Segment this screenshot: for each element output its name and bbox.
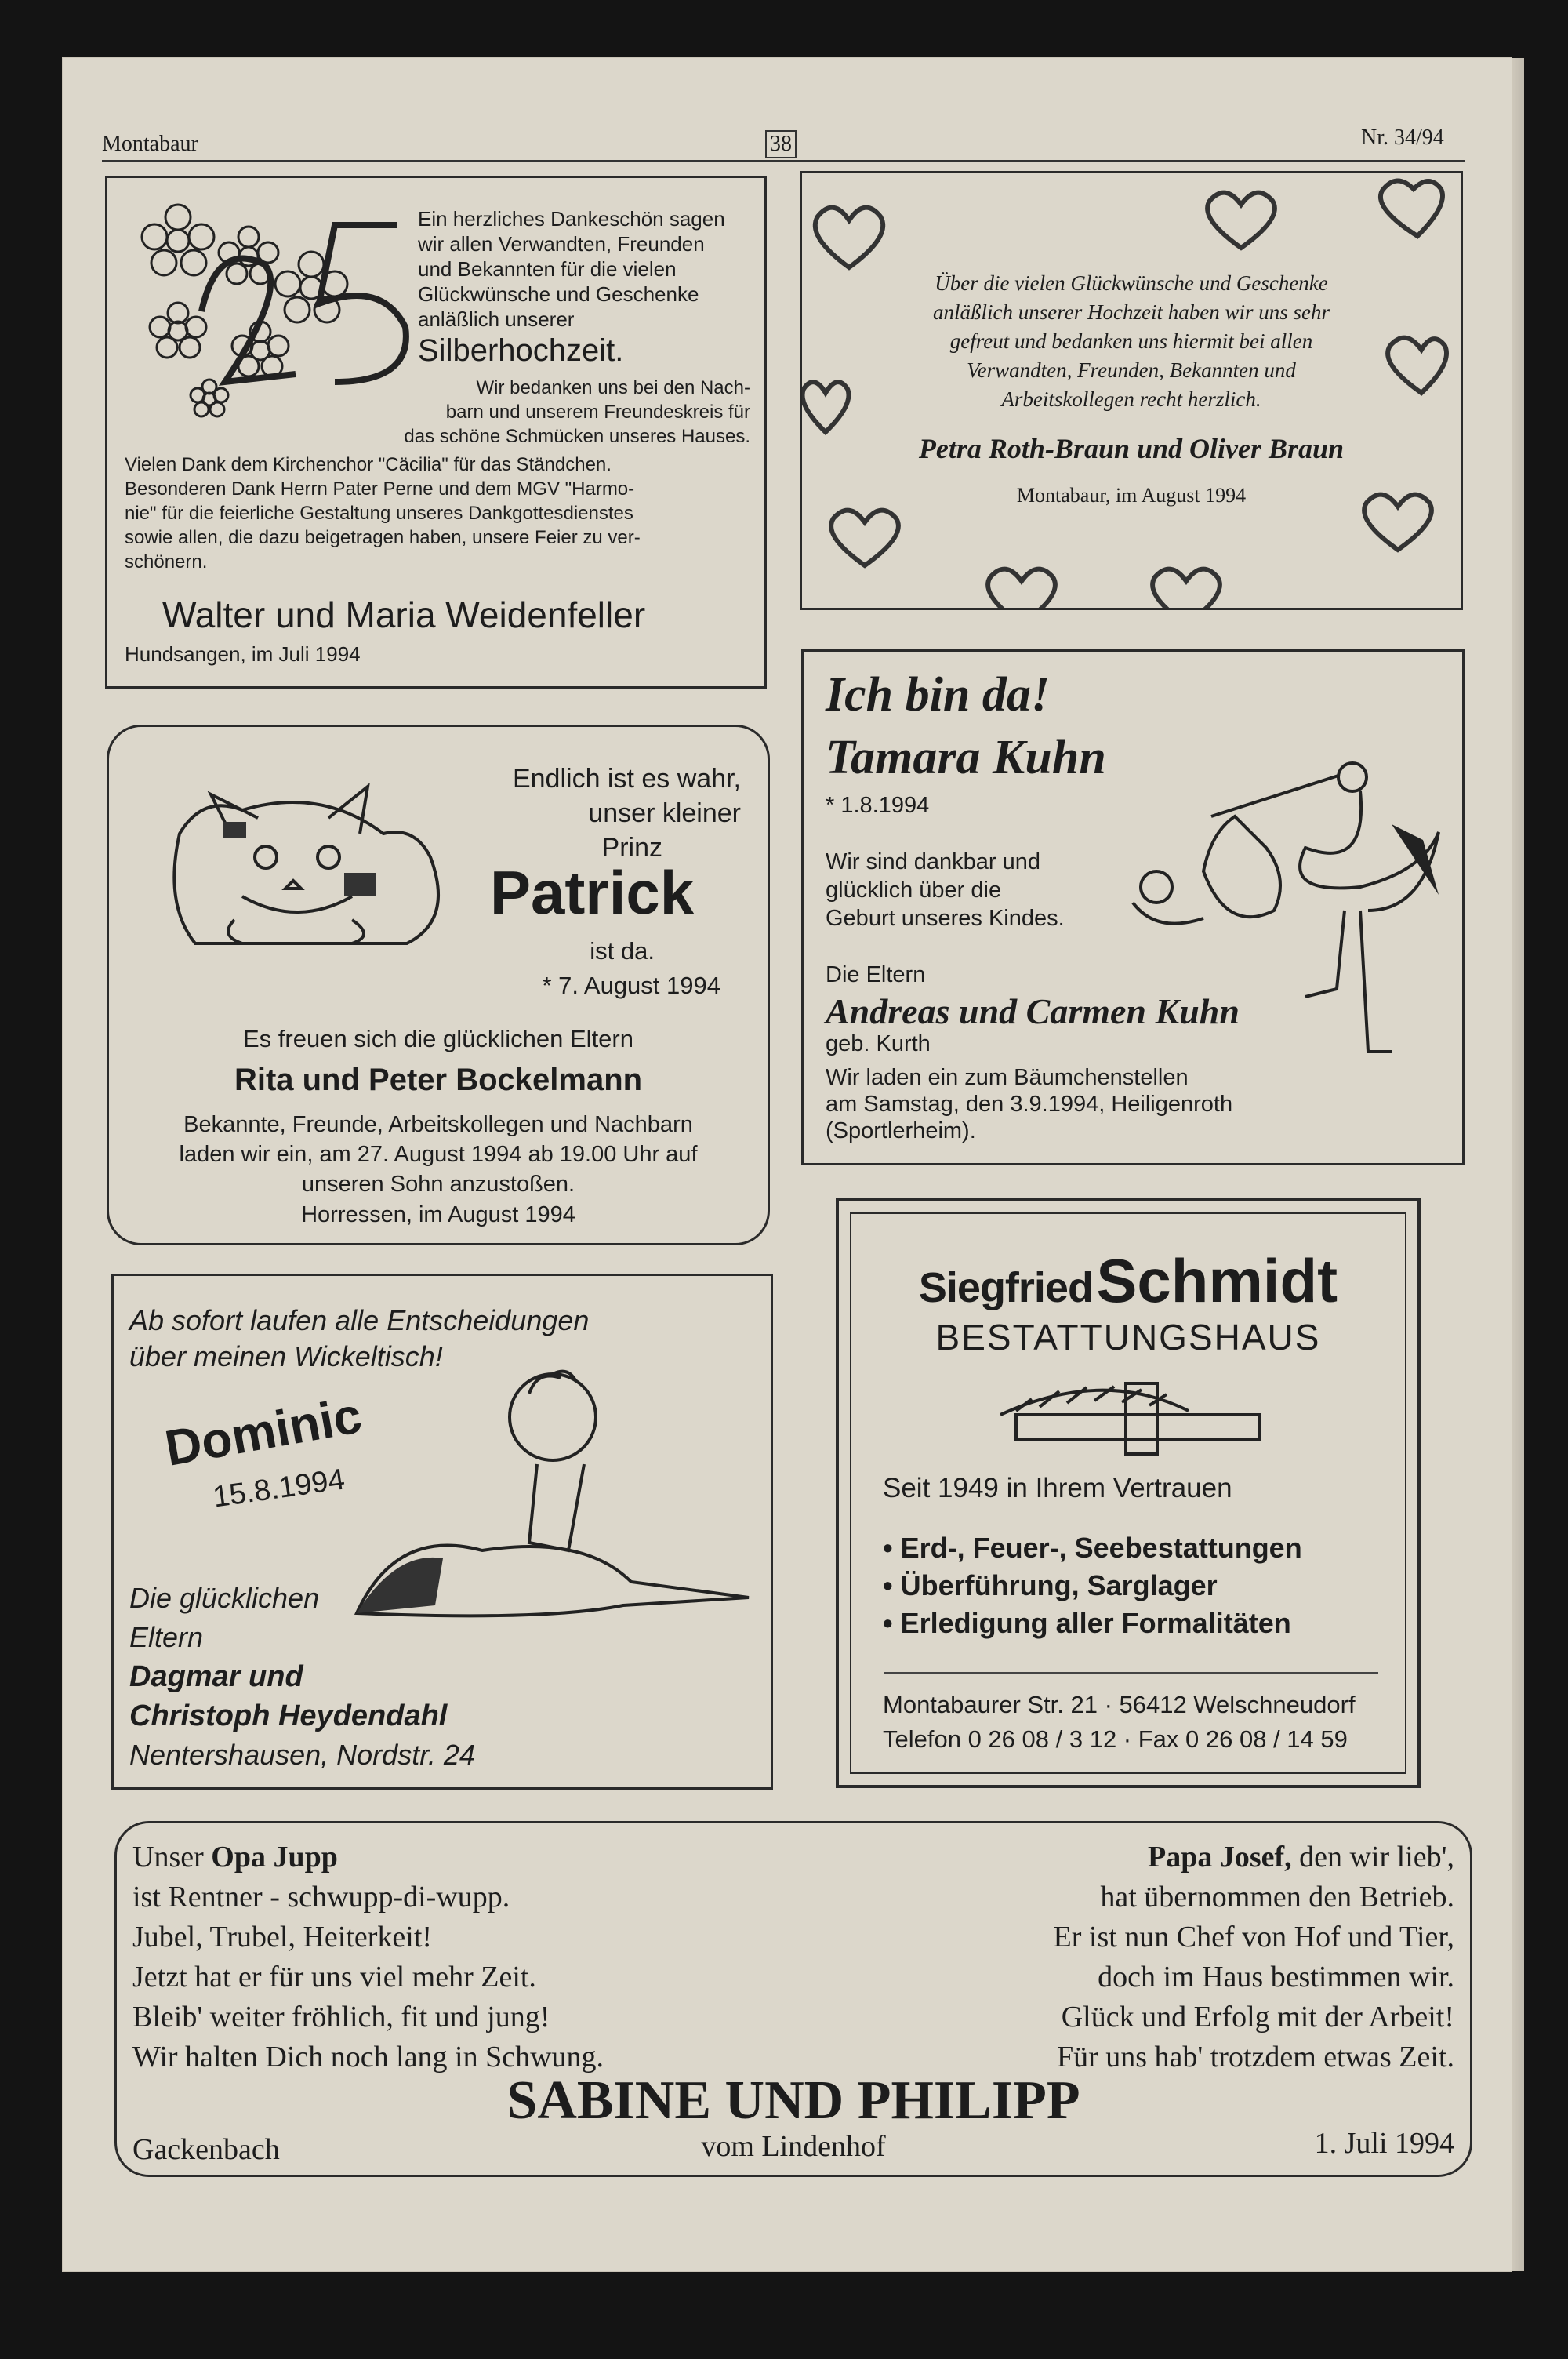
cross-palm-icon — [985, 1368, 1283, 1462]
ad-patrick — [107, 725, 770, 1245]
tamara-line: Geburt unseres Kindes. — [826, 906, 1065, 931]
papa-line: hat übernommen den Betrieb. — [1100, 1881, 1454, 1914]
patrick-parents: Rita und Peter Bockelmann — [234, 1063, 643, 1097]
ad-tamara — [801, 649, 1465, 1165]
papa-line: doch im Haus bestimmen wir. — [1098, 1961, 1454, 1994]
silver-line: anläßlich unserer — [418, 307, 575, 331]
patrick-line: Endlich ist es wahr, — [512, 764, 741, 794]
schmidt-business: BESTATTUNGSHAUS — [935, 1317, 1321, 1358]
opa-line: Jetzt hat er für uns viel mehr Zeit. — [132, 1961, 536, 1994]
issue-number: Nr. 34/94 — [1361, 125, 1444, 150]
opa-date: 1. Juli 1994 — [1314, 2127, 1454, 2160]
silver-line: nie" für die feierliche Gestaltung unseres Dankgottesdienstes — [125, 503, 633, 524]
silver-line: und Bekannten für die vielen — [418, 257, 677, 281]
header-town: Montabaur — [102, 132, 198, 156]
wedding-line: gefreut und bedanken uns hiermit bei allen — [949, 329, 1313, 353]
silver-line: schönern. — [125, 551, 208, 572]
silver-names: Walter und Maria Weidenfeller — [162, 594, 646, 635]
dominic-name: Dominic — [161, 1387, 366, 1477]
silver-line: sowie allen, die dazu beigetragen haben, unsere Feier zu ver- — [125, 527, 641, 548]
schmidt-divider — [884, 1672, 1378, 1674]
dominic-date: 15.8.1994 — [211, 1463, 347, 1514]
heart-icon — [831, 511, 898, 565]
ad-wedding-thanks — [800, 171, 1463, 610]
papa-line: Für uns hab' trotzdem etwas Zeit. — [1056, 2041, 1454, 2074]
silver-place: Hundsangen, im Juli 1994 — [125, 642, 361, 666]
heart-icon — [1152, 569, 1220, 608]
silver-line: Besonderen Dank Herrn Pater Perne und dem MGV "Harmo- — [125, 478, 635, 500]
wedding-names: Petra Roth-Braun und Oliver Braun — [918, 433, 1345, 464]
tamara-title2: Tamara Kuhn — [826, 731, 1106, 784]
papa-line: Glück und Erfolg mit der Arbeit! — [1061, 2001, 1454, 2034]
opa-line: Jubel, Trubel, Heiterkeit! — [132, 1921, 433, 1954]
ad-opa-jupp — [114, 1821, 1472, 2177]
heart-icon — [803, 382, 849, 432]
tamara-invite: (Sportlerheim). — [826, 1118, 976, 1143]
wedding-line: Verwandten, Freunden, Bekannten und — [967, 358, 1296, 382]
wedding-line: Über die vielen Glückwünsche und Geschenke — [935, 271, 1328, 295]
dominic-label: Die glücklichen — [129, 1582, 320, 1614]
opa-first: Unser — [132, 1841, 204, 1874]
opa-name: Opa Jupp — [211, 1841, 338, 1874]
heart-icon — [988, 569, 1055, 608]
opa-place: Gackenbach — [132, 2133, 280, 2166]
stork-drawing — [1109, 754, 1454, 1067]
dominic-top: über meinen Wickeltisch! — [129, 1340, 443, 1372]
dominic-parents: Christoph Heydendahl — [129, 1699, 448, 1732]
schmidt-phone: Telefon 0 26 08 / 3 12 · Fax 0 26 08 / 14 59 — [883, 1725, 1348, 1753]
silver-line: Wir bedanken uns bei den Nach- — [476, 377, 750, 398]
silver-highlight: Silberhochzeit. — [418, 333, 624, 368]
patrick-date: * 7. August 1994 — [542, 972, 720, 999]
patrick-line: Prinz — [601, 833, 662, 863]
dominic-top: Ab sofort laufen alle Entscheidungen — [129, 1304, 590, 1336]
schmidt-since: Seit 1949 in Ihrem Vertrauen — [883, 1473, 1232, 1503]
schmidt-first: Siegfried — [918, 1264, 1093, 1311]
papa-first-rest: den wir lieb', — [1291, 1841, 1454, 1874]
tamara-parents-label: Die Eltern — [826, 962, 926, 987]
schmidt-service: • Erledigung aller Formalitäten — [883, 1607, 1291, 1639]
schmidt-service: • Überführung, Sarglager — [883, 1569, 1218, 1601]
tamara-line: Wir sind dankbar und — [826, 849, 1041, 874]
silver-line: Ein herzliches Dankeschön sagen — [418, 207, 725, 231]
patrick-name: Patrick — [490, 858, 695, 927]
heart-icon — [815, 208, 883, 267]
header-rule — [102, 160, 1465, 162]
heart-icon — [1381, 180, 1443, 236]
patrick-invite: unseren Sohn anzustoßen. — [301, 1172, 575, 1197]
dominic-address: Nentershausen, Nordstr. 24 — [129, 1739, 475, 1771]
patrick-sub: ist da. — [590, 937, 655, 965]
silver-line: wir allen Verwandten, Freunden — [418, 232, 705, 256]
ad-dominic — [111, 1274, 773, 1790]
opa-line: Bleib' weiter fröhlich, fit und jung! — [132, 2001, 550, 2034]
schmidt-last: Schmidt — [1096, 1246, 1338, 1315]
cat-drawing — [148, 779, 462, 959]
dominic-label: Eltern — [129, 1621, 204, 1653]
baby-stork-drawing — [349, 1347, 772, 1637]
silver-line: Vielen Dank dem Kirchenchor "Cäcilia" für das Ständchen. — [125, 454, 612, 475]
patrick-parents-intro: Es freuen sich die glücklichen Eltern — [243, 1025, 633, 1052]
opa-family-names: SABINE UND PHILIPP — [506, 2070, 1080, 2131]
patrick-line: unser kleiner — [588, 798, 741, 828]
tamara-title1: Ich bin da! — [826, 668, 1050, 722]
opa-line: ist Rentner - schwupp-di-wupp. — [132, 1881, 510, 1914]
papa-name: Papa Josef, — [1147, 1841, 1292, 1874]
tamara-invite: Wir laden ein zum Bäumchenstellen — [826, 1065, 1189, 1090]
patrick-invite: laden wir ein, am 27. August 1994 ab 19.00 Uhr auf — [179, 1142, 698, 1167]
ad-schmidt — [836, 1198, 1421, 1788]
dominic-parents: Dagmar und — [129, 1660, 303, 1693]
tamara-parents: Andreas und Carmen Kuhn — [826, 991, 1240, 1031]
patrick-place: Horressen, im August 1994 — [301, 1202, 575, 1227]
schmidt-address: Montabaurer Str. 21 · 56412 Welschneudorf — [883, 1691, 1356, 1718]
schmidt-service: • Erd-, Feuer-, Seebestattungen — [883, 1532, 1302, 1564]
silver-line: das schöne Schmücken unseres Hauses. — [404, 426, 750, 447]
tamara-date: * 1.8.1994 — [826, 793, 930, 818]
page-number: 38 — [765, 130, 797, 158]
papa-line: Er ist nun Chef von Hof und Tier, — [1053, 1921, 1454, 1954]
tamara-born: geb. Kurth — [826, 1031, 931, 1056]
page-edge — [1512, 58, 1524, 2271]
silver-line: barn und unserem Freundeskreis für — [445, 402, 750, 423]
silver-line: Glückwünsche und Geschenke — [418, 282, 699, 306]
wedding-line: anläßlich unserer Hochzeit haben wir uns sehr — [933, 300, 1330, 324]
flower-icon — [142, 205, 214, 275]
patrick-invite: Bekannte, Freunde, Arbeitskollegen und Nachbarn — [183, 1112, 693, 1137]
opa-farm: vom Lindenhof — [701, 2130, 886, 2163]
tamara-invite: am Samstag, den 3.9.1994, Heiligenroth — [826, 1092, 1233, 1117]
tamara-line: glücklich über die — [826, 878, 1002, 903]
ad-silver-wedding — [105, 176, 767, 689]
wedding-place: Montabaur, im August 1994 — [1016, 484, 1247, 507]
wedding-line: Arbeitskollegen recht herzlich. — [1001, 387, 1261, 411]
heart-icon — [1207, 193, 1275, 248]
opa-line: Wir halten Dich noch lang in Schwung. — [132, 2041, 604, 2074]
